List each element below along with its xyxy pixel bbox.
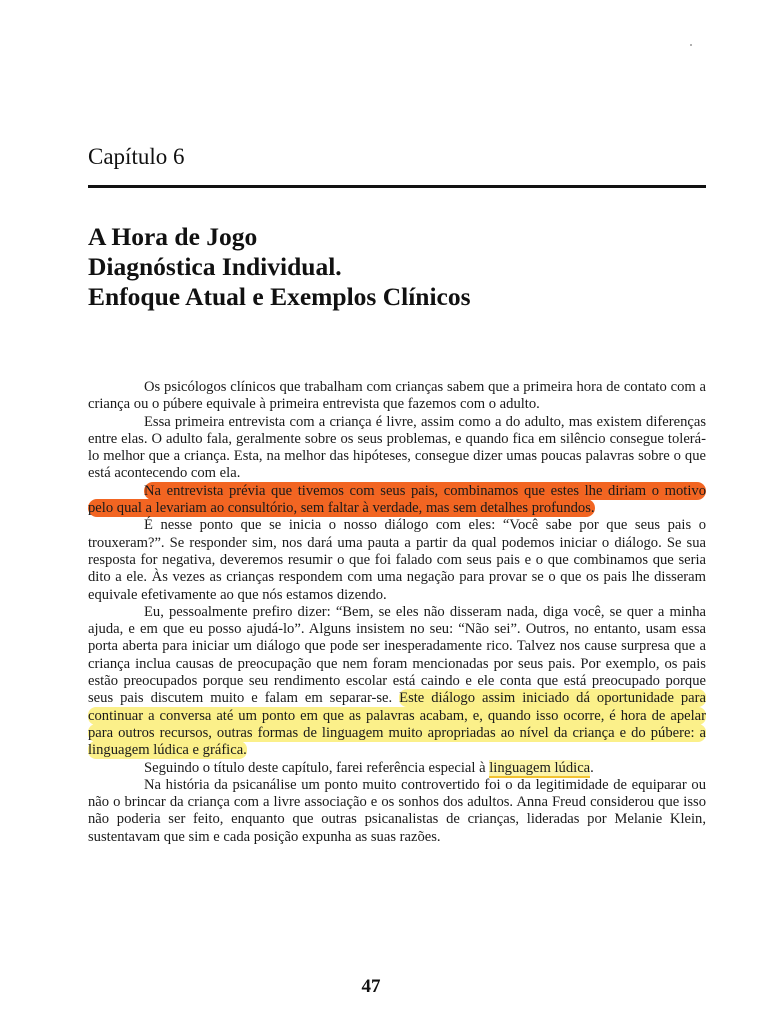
chapter-title-line-3: Enfoque Atual e Exemplos Clínicos [88,282,471,311]
paragraph-7: Na história da psicanálise um ponto muito controvertido foi o da legitimidade de equiparar ou não o brincar da criança com a livre associação e os sonhos dos adultos. Anna Freud considerou que isso não poderia ser feito, enquanto que outras psicanalistas de crianças, lideradas por Melanie Klein, sustentavam que sim e cada posição expunha as suas razões. [88,776,706,845]
paragraph-6-end: . [590,759,594,776]
paragraph-4: É nesse ponto que se inicia o nosso diálogo com eles: “Você sabe por que seus pais o trouxeram?”. Se responder sim, nos dará uma pauta a partir da qual podemos iniciar o diálogo. Se sua resposta for negativa, deveremos resumir o que foi falado com seus pais e o que combinamos que seria dito a ele. Às vezes as crianças respondem com uma negação para provar se o que os pais lhe disseram equivale efetivamente ao que nós estamos dizendo. [88,517,706,603]
paragraph-6-text: Seguindo o título deste capítulo, farei referência especial à [144,759,490,776]
scan-speck [690,44,692,46]
chapter-label: Capítulo 6 [88,144,185,169]
chapter-rule [88,185,706,188]
yellow-highlight: Este diálogo assim iniciado dá oportunidade para continuar a conversa até um ponto em que as palavras acabam, e, quando isso ocorre, é hora de apelar para outros recursos, outras formas de linguagem muito apropriadas ao nível da criança e do púbere: a linguagem lúdica e gráfica. [88,690,706,759]
page-number: 47 [361,976,381,997]
paragraph-1: Os psicólogos clínicos que trabalham com crianças sabem que a primeira hora de contato com a criança ou o púbere equivale à primeira entrevista que fazemos com o adulto. [88,379,706,413]
paragraph-3 [88,483,706,518]
underlined-term: linguagem lúdica [489,759,591,776]
paragraph-5-text: Eu, pessoalmente prefiro dizer: “Bem, se eles não disseram nada, diga você, se quer a minha ajuda, e em que eu posso ajudá-lo”. Alguns insistem no seu: “Não sei”. Outros, no entanto, usam essa porta aberta para iniciar um diálogo que pode ser inesperadamente rico. Talvez nos cause surpresa que a criança inclua causas de preocupação que nem foram mencionadas por seus pais. Por exemplo, os pais estão preocupados porque seu rendimento escolar está caindo e ele conta que está preocupado porque seus pais discutem muito e falam em separar-se. [88,603,706,707]
chapter-title-line-2: Diagnóstica Individual. [88,252,342,281]
paragraph-5 [88,604,706,760]
paragraph-6 [88,760,706,777]
chapter-title [88,222,708,312]
chapter-body [88,379,706,846]
orange-highlight: Na entrevista prévia que tivemos com seus pais, combinamos que estes lhe diriam o motivo pelo qual a levariam ao consultório, sem faltar à verdade, mas sem detalhes profundos. [88,482,706,517]
chapter-title-line-1: A Hora de Jogo [88,222,258,251]
paragraph-2: Essa primeira entrevista com a criança é livre, assim como a do adulto, mas existem diferenças entre elas. O adulto fala, geralmente sobre os seus problemas, e quando fica em silêncio consegue tolerá-lo melhor que a criança. Esta, na melhor das hipóteses, consegue dizer umas poucas palavras sobre o que está acontecendo com ela. [88,413,706,482]
